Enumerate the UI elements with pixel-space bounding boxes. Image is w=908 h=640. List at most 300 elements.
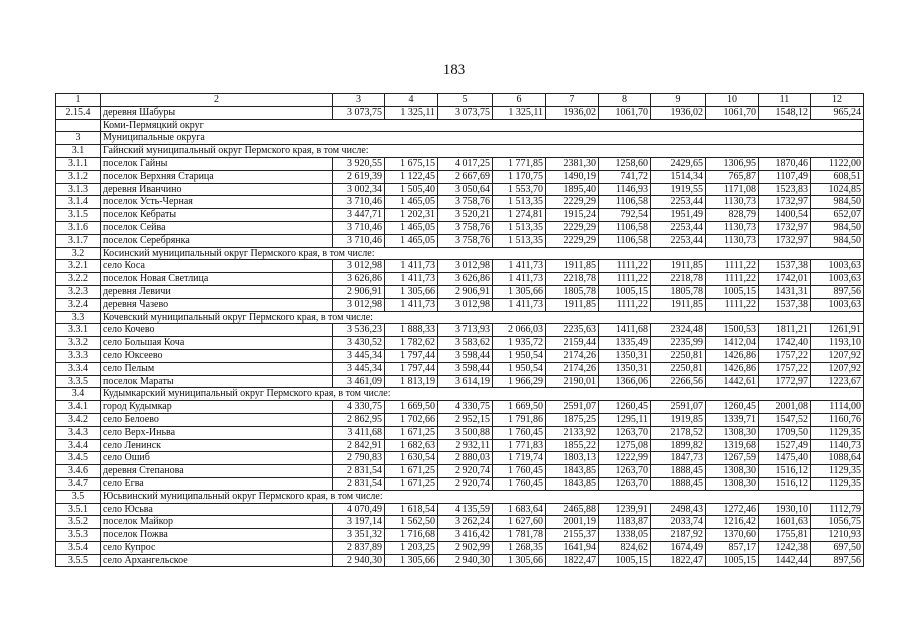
- value-cell: 1242,38: [759, 541, 811, 554]
- table-row: [56, 503, 864, 516]
- table-row: [56, 439, 864, 452]
- row-number: 3.4.7: [56, 477, 101, 490]
- value-cell: 1 669,50: [385, 401, 438, 414]
- settlement-name: деревня Левичи: [101, 285, 333, 298]
- section-title: Коми-Пермяцкий округ: [101, 119, 864, 132]
- value-cell: 2159,44: [546, 337, 599, 350]
- table-row: [56, 337, 864, 350]
- value-cell: 1547,52: [759, 413, 811, 426]
- value-cell: 1412,04: [706, 337, 759, 350]
- value-cell: 1732,97: [759, 196, 811, 209]
- value-cell: 965,24: [811, 106, 864, 119]
- settlement-name: село Егва: [101, 477, 333, 490]
- value-cell: 1 465,05: [385, 234, 438, 247]
- value-cell: 2 932,11: [438, 439, 493, 452]
- settlement-name: село Купрос: [101, 541, 333, 554]
- table-row: [56, 554, 864, 567]
- value-cell: 2381,30: [546, 157, 599, 170]
- row-number: 3.3.4: [56, 362, 101, 375]
- table-row: [56, 183, 864, 196]
- value-cell: 1899,82: [651, 439, 706, 452]
- value-cell: 3 197,14: [333, 516, 385, 529]
- value-cell: 1 716,68: [385, 529, 438, 542]
- row-number: 3.1.3: [56, 183, 101, 196]
- value-cell: 1272,46: [706, 503, 759, 516]
- value-cell: 1339,71: [706, 413, 759, 426]
- value-cell: 1843,85: [546, 465, 599, 478]
- value-cell: 2 862,95: [333, 413, 385, 426]
- value-cell: 1 771,83: [493, 439, 546, 452]
- section-row: [56, 119, 864, 132]
- value-cell: 2229,29: [546, 221, 599, 234]
- settlement-name: село Юсьва: [101, 503, 333, 516]
- value-cell: 1130,73: [706, 221, 759, 234]
- settlement-name: поселок Гайны: [101, 157, 333, 170]
- value-cell: 1811,21: [759, 324, 811, 337]
- value-cell: 2591,07: [651, 401, 706, 414]
- value-cell: 1207,92: [811, 362, 864, 375]
- value-cell: 1426,86: [706, 349, 759, 362]
- value-cell: 3 012,98: [438, 260, 493, 273]
- column-header: 6: [493, 94, 546, 107]
- value-cell: 1911,85: [651, 260, 706, 273]
- row-number: 3.2.3: [56, 285, 101, 298]
- row-number: 3.4: [56, 388, 101, 401]
- settlement-name: деревня Шабуры: [101, 106, 333, 119]
- row-number: 3.1.5: [56, 209, 101, 222]
- value-cell: 1527,49: [759, 439, 811, 452]
- value-cell: 1 170,75: [493, 170, 546, 183]
- settlement-name: село Кочево: [101, 324, 333, 337]
- value-cell: 3 445,34: [333, 362, 385, 375]
- value-cell: 1936,02: [546, 106, 599, 119]
- settlement-name: поселок Мараты: [101, 375, 333, 388]
- section-title: Косинский муниципальный округ Пермского края, в том числе:: [101, 247, 864, 260]
- value-cell: 3 262,24: [438, 516, 493, 529]
- value-cell: 1 627,60: [493, 516, 546, 529]
- value-cell: 1308,30: [706, 465, 759, 478]
- value-cell: 1732,97: [759, 221, 811, 234]
- value-cell: 1 513,35: [493, 221, 546, 234]
- value-cell: 3 536,23: [333, 324, 385, 337]
- value-cell: 1 760,45: [493, 477, 546, 490]
- value-cell: 2 837,89: [333, 541, 385, 554]
- value-cell: 2218,78: [546, 273, 599, 286]
- value-cell: 652,07: [811, 209, 864, 222]
- row-number: 3.5.1: [56, 503, 101, 516]
- table-row: [56, 273, 864, 286]
- value-cell: 1370,60: [706, 529, 759, 542]
- value-cell: 1 513,35: [493, 196, 546, 209]
- value-cell: 1548,12: [759, 106, 811, 119]
- value-cell: 1319,68: [706, 439, 759, 452]
- value-cell: 2229,29: [546, 196, 599, 209]
- value-cell: 1005,15: [706, 285, 759, 298]
- value-cell: 3 073,75: [333, 106, 385, 119]
- value-cell: 792,54: [599, 209, 651, 222]
- value-cell: 1 671,25: [385, 426, 438, 439]
- value-cell: 2033,74: [651, 516, 706, 529]
- value-cell: 1 771,85: [493, 157, 546, 170]
- value-cell: 1757,22: [759, 349, 811, 362]
- value-cell: 1130,73: [706, 196, 759, 209]
- value-cell: 1061,70: [599, 106, 651, 119]
- row-number: 3: [56, 132, 101, 145]
- value-cell: 1 411,73: [493, 298, 546, 311]
- column-header: 8: [599, 94, 651, 107]
- value-cell: 1822,47: [546, 554, 599, 567]
- value-cell: 1709,50: [759, 426, 811, 439]
- table-row: [56, 452, 864, 465]
- value-cell: 1822,47: [651, 554, 706, 567]
- settlement-name: село Пелым: [101, 362, 333, 375]
- value-cell: 2235,63: [546, 324, 599, 337]
- page-number: 183: [442, 62, 466, 78]
- row-number: 3.1.7: [56, 234, 101, 247]
- value-cell: 1 122,45: [385, 170, 438, 183]
- value-cell: 3 447,71: [333, 209, 385, 222]
- section-title: Кудымкарский муниципальный округ Пермского края, в том числе:: [101, 388, 864, 401]
- value-cell: 1056,75: [811, 516, 864, 529]
- value-cell: 1732,97: [759, 234, 811, 247]
- value-cell: 1411,68: [599, 324, 651, 337]
- value-cell: 1263,70: [599, 465, 651, 478]
- row-number: 3.1: [56, 145, 101, 158]
- value-cell: 1106,58: [599, 221, 651, 234]
- value-cell: 3 050,64: [438, 183, 493, 196]
- value-cell: 1003,63: [811, 298, 864, 311]
- value-cell: 1350,31: [599, 349, 651, 362]
- row-number: 3.3.5: [56, 375, 101, 388]
- value-cell: 1911,85: [546, 260, 599, 273]
- value-cell: 3 614,19: [438, 375, 493, 388]
- value-cell: 697,50: [811, 541, 864, 554]
- value-cell: 1641,94: [546, 541, 599, 554]
- value-cell: 1 505,40: [385, 183, 438, 196]
- value-cell: 4 330,75: [333, 401, 385, 414]
- value-cell: 2187,92: [651, 529, 706, 542]
- value-cell: 1024,85: [811, 183, 864, 196]
- value-cell: 3 012,98: [333, 260, 385, 273]
- value-cell: 1919,85: [651, 413, 706, 426]
- value-cell: 1 813,19: [385, 375, 438, 388]
- value-cell: 1400,54: [759, 209, 811, 222]
- value-cell: 2253,44: [651, 196, 706, 209]
- value-cell: 2235,99: [651, 337, 706, 350]
- table-row: [56, 401, 864, 414]
- value-cell: 1 782,62: [385, 337, 438, 350]
- value-cell: 1 675,15: [385, 157, 438, 170]
- row-number: 3.2: [56, 247, 101, 260]
- row-number: 3.3.3: [56, 349, 101, 362]
- value-cell: 1005,15: [706, 554, 759, 567]
- value-cell: 1911,85: [651, 298, 706, 311]
- table-row: [56, 209, 864, 222]
- value-cell: 1 966,29: [493, 375, 546, 388]
- value-cell: 3 012,98: [438, 298, 493, 311]
- value-cell: 1263,70: [599, 477, 651, 490]
- value-cell: 897,56: [811, 285, 864, 298]
- value-cell: 1088,64: [811, 452, 864, 465]
- value-cell: 1140,73: [811, 439, 864, 452]
- value-cell: 1 325,11: [385, 106, 438, 119]
- value-cell: 2324,48: [651, 324, 706, 337]
- table-row: [56, 529, 864, 542]
- value-cell: 1 671,25: [385, 465, 438, 478]
- value-cell: 1003,63: [811, 260, 864, 273]
- value-cell: 3 920,55: [333, 157, 385, 170]
- row-number: 3.3.1: [56, 324, 101, 337]
- value-cell: 1 305,66: [385, 554, 438, 567]
- value-cell: 2155,37: [546, 529, 599, 542]
- column-header: 10: [706, 94, 759, 107]
- value-cell: 3 520,21: [438, 209, 493, 222]
- table-row: [56, 157, 864, 170]
- section-title: Кочевский муниципальный округ Пермского края, в том числе:: [101, 311, 864, 324]
- table-row: [56, 426, 864, 439]
- value-cell: 1 202,31: [385, 209, 438, 222]
- value-cell: 1888,45: [651, 465, 706, 478]
- value-cell: 1295,11: [599, 413, 651, 426]
- value-cell: 2218,78: [651, 273, 706, 286]
- value-cell: 3 583,62: [438, 337, 493, 350]
- value-cell: 1755,81: [759, 529, 811, 542]
- value-cell: 1111,22: [706, 273, 759, 286]
- value-cell: 1183,87: [599, 516, 651, 529]
- value-cell: 2 831,54: [333, 465, 385, 478]
- value-cell: 1 791,86: [493, 413, 546, 426]
- value-cell: 2 831,54: [333, 477, 385, 490]
- value-cell: 1 781,78: [493, 529, 546, 542]
- value-cell: 1951,49: [651, 209, 706, 222]
- row-number: 3.4.3: [56, 426, 101, 439]
- value-cell: 2250,81: [651, 349, 706, 362]
- table-row: [56, 324, 864, 337]
- value-cell: 1442,44: [759, 554, 811, 567]
- value-cell: 1129,35: [811, 426, 864, 439]
- value-cell: 984,50: [811, 234, 864, 247]
- row-number: 3.4.4: [56, 439, 101, 452]
- value-cell: 1516,12: [759, 477, 811, 490]
- value-cell: 2229,29: [546, 234, 599, 247]
- value-cell: 2190,01: [546, 375, 599, 388]
- value-cell: 1112,79: [811, 503, 864, 516]
- settlement-name: деревня Степанова: [101, 465, 333, 478]
- value-cell: 1875,25: [546, 413, 599, 426]
- table-row: [56, 260, 864, 273]
- value-cell: 1 562,50: [385, 516, 438, 529]
- value-cell: 1261,91: [811, 324, 864, 337]
- value-cell: 2174,26: [546, 362, 599, 375]
- value-cell: 984,50: [811, 196, 864, 209]
- value-cell: 1742,40: [759, 337, 811, 350]
- value-cell: 1160,76: [811, 413, 864, 426]
- value-cell: 1 671,25: [385, 477, 438, 490]
- value-cell: 1 411,73: [385, 273, 438, 286]
- value-cell: 1338,05: [599, 529, 651, 542]
- column-header: 2: [101, 94, 333, 107]
- settlement-name: поселок Кебраты: [101, 209, 333, 222]
- section-title: Муниципальные округа: [101, 132, 864, 145]
- table-row: [56, 516, 864, 529]
- value-cell: 3 710,46: [333, 234, 385, 247]
- value-cell: 2253,44: [651, 221, 706, 234]
- value-cell: 3 445,34: [333, 349, 385, 362]
- value-cell: 2591,07: [546, 401, 599, 414]
- value-cell: 1005,15: [599, 554, 651, 567]
- row-number: 3.5.4: [56, 541, 101, 554]
- value-cell: 1475,40: [759, 452, 811, 465]
- value-cell: 1514,34: [651, 170, 706, 183]
- row-number: 3.5.3: [56, 529, 101, 542]
- value-cell: 1130,73: [706, 234, 759, 247]
- value-cell: 1 268,35: [493, 541, 546, 554]
- value-cell: 1888,45: [651, 477, 706, 490]
- value-cell: 1805,78: [546, 285, 599, 298]
- table-row: [56, 106, 864, 119]
- value-cell: 1911,85: [546, 298, 599, 311]
- table-row: [56, 413, 864, 426]
- value-cell: 2 920,74: [438, 465, 493, 478]
- value-cell: 1 630,54: [385, 452, 438, 465]
- value-cell: 1350,31: [599, 362, 651, 375]
- value-cell: 2 920,74: [438, 477, 493, 490]
- value-cell: 2250,81: [651, 362, 706, 375]
- value-cell: 1 950,54: [493, 349, 546, 362]
- settlement-name: поселок Пожва: [101, 529, 333, 542]
- row-number: 3.2.1: [56, 260, 101, 273]
- settlement-name: село Большая Коча: [101, 337, 333, 350]
- value-cell: 2498,43: [651, 503, 706, 516]
- value-cell: 2 952,15: [438, 413, 493, 426]
- settlement-name: село Архангельское: [101, 554, 333, 567]
- settlement-name: поселок Сейва: [101, 221, 333, 234]
- value-cell: 1 760,45: [493, 426, 546, 439]
- value-cell: 2178,52: [651, 426, 706, 439]
- settlement-name: село Ошиб: [101, 452, 333, 465]
- value-cell: 1426,86: [706, 362, 759, 375]
- value-cell: 1 203,25: [385, 541, 438, 554]
- value-cell: 1 760,45: [493, 465, 546, 478]
- value-cell: 1 305,66: [493, 285, 546, 298]
- value-cell: 1223,67: [811, 375, 864, 388]
- value-cell: 1005,15: [599, 285, 651, 298]
- value-cell: 1260,45: [599, 401, 651, 414]
- section-row: [56, 388, 864, 401]
- value-cell: 1275,08: [599, 439, 651, 452]
- row-number: 3.5: [56, 490, 101, 503]
- value-cell: 2266,56: [651, 375, 706, 388]
- value-cell: 2429,65: [651, 157, 706, 170]
- value-cell: 1757,22: [759, 362, 811, 375]
- value-cell: 2 940,30: [438, 554, 493, 567]
- table-row: [56, 362, 864, 375]
- value-cell: 3 598,44: [438, 349, 493, 362]
- settlement-name: поселок Усть-Черная: [101, 196, 333, 209]
- value-cell: 1 682,63: [385, 439, 438, 452]
- value-cell: 3 012,98: [333, 298, 385, 311]
- value-cell: 2 842,91: [333, 439, 385, 452]
- settlement-name: поселок Верхняя Старица: [101, 170, 333, 183]
- value-cell: 2 902,99: [438, 541, 493, 554]
- value-cell: 824,62: [599, 541, 651, 554]
- value-cell: 1847,73: [651, 452, 706, 465]
- value-cell: 1146,93: [599, 183, 651, 196]
- column-header: 1: [56, 94, 101, 107]
- value-cell: 3 710,46: [333, 196, 385, 209]
- value-cell: 3 416,42: [438, 529, 493, 542]
- value-cell: 2 906,91: [438, 285, 493, 298]
- value-cell: 1 950,54: [493, 362, 546, 375]
- settlement-name: деревня Чазево: [101, 298, 333, 311]
- value-cell: 1 411,73: [385, 298, 438, 311]
- value-cell: 1 325,11: [493, 106, 546, 119]
- value-cell: 2001,08: [759, 401, 811, 414]
- value-cell: 1 305,66: [493, 554, 546, 567]
- row-number: [56, 119, 101, 132]
- value-cell: 1106,58: [599, 234, 651, 247]
- row-number: 3.4.5: [56, 452, 101, 465]
- value-cell: 4 017,25: [438, 157, 493, 170]
- value-cell: 3 500,88: [438, 426, 493, 439]
- value-cell: 3 411,68: [333, 426, 385, 439]
- settlement-name: село Юксеево: [101, 349, 333, 362]
- value-cell: 1490,19: [546, 170, 599, 183]
- value-cell: 3 461,09: [333, 375, 385, 388]
- section-row: [56, 311, 864, 324]
- value-cell: 765,87: [706, 170, 759, 183]
- value-cell: 2 940,30: [333, 554, 385, 567]
- column-header: 5: [438, 94, 493, 107]
- table-row: [56, 196, 864, 209]
- row-number: 3.5.2: [56, 516, 101, 529]
- value-cell: 1260,45: [706, 401, 759, 414]
- value-cell: 1772,97: [759, 375, 811, 388]
- value-cell: 1919,55: [651, 183, 706, 196]
- value-cell: 1306,95: [706, 157, 759, 170]
- value-cell: 1930,10: [759, 503, 811, 516]
- row-number: 3.2.2: [56, 273, 101, 286]
- table-header-row: [56, 94, 864, 107]
- row-number: 3.1.2: [56, 170, 101, 183]
- value-cell: 1442,61: [706, 375, 759, 388]
- value-cell: 1 669,50: [493, 401, 546, 414]
- value-cell: 1936,02: [651, 106, 706, 119]
- settlement-name: поселок Майкор: [101, 516, 333, 529]
- tariff-table: [55, 93, 864, 567]
- value-cell: 1111,22: [706, 260, 759, 273]
- value-cell: 1674,49: [651, 541, 706, 554]
- row-number: 3.4.1: [56, 401, 101, 414]
- row-number: 3.1.4: [56, 196, 101, 209]
- value-cell: 1366,06: [599, 375, 651, 388]
- table-row: [56, 541, 864, 554]
- value-cell: 1523,83: [759, 183, 811, 196]
- column-header: 3: [333, 94, 385, 107]
- section-title: Юсьвинский муниципальный округ Пермского края, в том числе:: [101, 490, 864, 503]
- value-cell: 4 330,75: [438, 401, 493, 414]
- value-cell: 1003,63: [811, 273, 864, 286]
- value-cell: 1 797,44: [385, 349, 438, 362]
- value-cell: 1107,49: [759, 170, 811, 183]
- section-title: Гайнский муниципальный округ Пермского края, в том числе:: [101, 145, 864, 158]
- value-cell: 1 888,33: [385, 324, 438, 337]
- value-cell: 1 618,54: [385, 503, 438, 516]
- value-cell: 1803,13: [546, 452, 599, 465]
- value-cell: 1111,22: [599, 298, 651, 311]
- value-cell: 741,72: [599, 170, 651, 183]
- value-cell: 3 073,75: [438, 106, 493, 119]
